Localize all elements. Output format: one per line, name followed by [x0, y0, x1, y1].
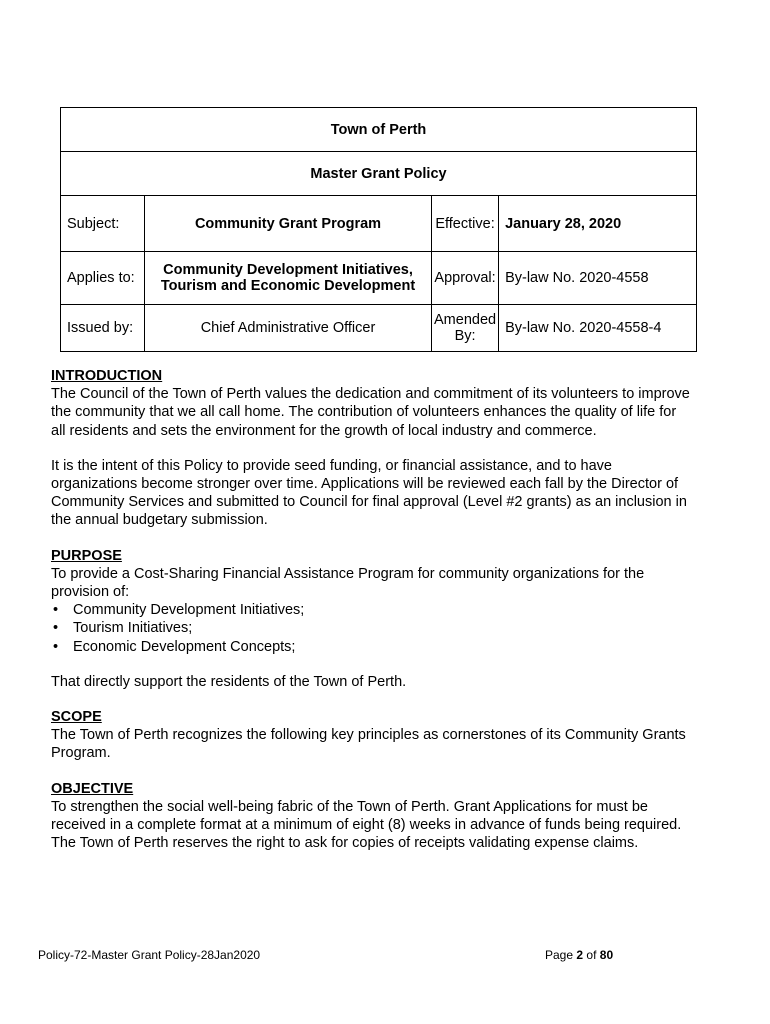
issued-value: Chief Administrative Officer [145, 305, 432, 352]
page-total: 80 [599, 948, 614, 962]
approval-value: By-law No. 2020-4558 [499, 252, 697, 305]
effective-label: Effective: [432, 196, 499, 252]
purpose-list [51, 601, 691, 656]
purpose-heading: PURPOSE [51, 547, 122, 564]
list-item: • Economic Development Concepts; [51, 638, 691, 656]
page-prefix: Page [545, 948, 574, 962]
list-item: • Community Development Initiatives; [51, 601, 691, 619]
policy-body [51, 367, 691, 869]
subject-label: Subject: [61, 196, 145, 252]
subject-value: Community Grant Program [145, 196, 432, 252]
scope-paragraph: The Town of Perth recognizes the following key principles as cornerstones of its Community Grants Program. [51, 727, 686, 762]
policy-header-table [60, 107, 697, 352]
footer-doc-id: Policy-72-Master Grant Policy-28Jan2020 [38, 948, 261, 962]
scope-heading: SCOPE [51, 709, 102, 726]
introduction-paragraph-2: It is the intent of this Policy to provide seed funding, or financial assistance, and to have organizations become stronger over time. Applications will be reviewed each fall by the Director of Community Services and submitted to Council for final approval (Level #2 grants) as an inclusion in the annual budgetary submission. [51, 457, 687, 529]
amended-label [432, 305, 499, 352]
applies-value [145, 252, 432, 305]
introduction-heading: INTRODUCTION [51, 368, 163, 384]
applies-label: Applies to: [61, 252, 145, 305]
org-title: Town of Perth [61, 108, 697, 152]
introduction-paragraph-1: The Council of the Town of Perth values the dedication and commitment of its volunteers to improve the community that we all call home. The contribution of volunteers enhances the quality of life for all residents and sets the environment for the growth of local industry and commerce. [51, 386, 690, 439]
page-of: of [586, 948, 597, 962]
amended-value: By-law No. 2020-4558-4 [499, 305, 697, 352]
effective-value: January 28, 2020 [499, 196, 697, 252]
subject-row [61, 196, 697, 252]
applies-value-line2: Tourism and Economic Development [160, 278, 416, 294]
amended-label-line2: By: [454, 328, 476, 344]
purpose-intro: To provide a Cost-Sharing Financial Assistance Program for community organizations for the provision of: [51, 565, 645, 601]
objective-heading: OBJECTIVE [51, 780, 134, 797]
list-item: • Tourism Initiatives; [51, 619, 691, 637]
applies-row [61, 252, 697, 305]
page-current: 2 [576, 948, 584, 962]
amended-label-line1: Amended [434, 312, 497, 328]
policy-title: Master Grant Policy [61, 152, 697, 196]
objective-paragraph: To strengthen the social well-being fabric of the Town of Perth. Grant Applications for must be received in a complete format at a minimum of eight (8) weeks in advance of funds being required. The Town of Perth reserves the right to ask for copies of receipts validating expense claims. [51, 798, 682, 852]
purpose-closing: That directly support the residents of the Town of Perth. [51, 673, 407, 690]
approval-label: Approval: [432, 252, 499, 305]
issued-label: Issued by: [61, 305, 145, 352]
applies-value-line1: Community Development Initiatives, [163, 262, 413, 278]
issued-row [61, 305, 697, 352]
footer-page-number [545, 948, 613, 962]
